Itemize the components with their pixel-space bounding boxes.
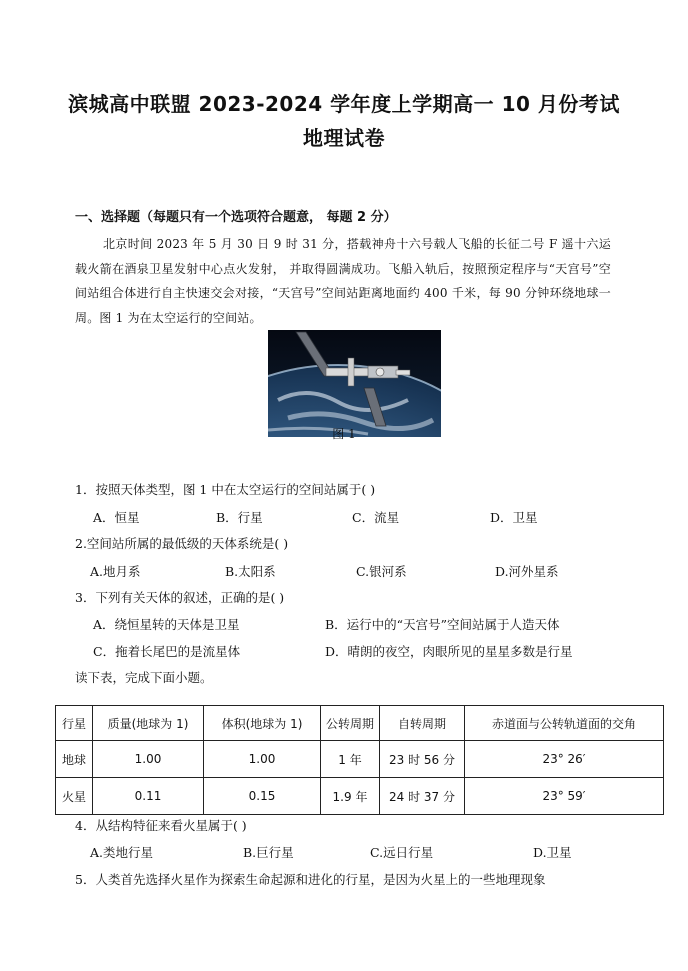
table-cell: 23 时 56 分 bbox=[380, 741, 465, 778]
table-header-cell: 行星 bbox=[56, 706, 93, 741]
table-row bbox=[56, 778, 664, 815]
table-cell: 1.9 年 bbox=[321, 778, 380, 815]
table-header-cell: 赤道面与公转轨道面的交角 bbox=[465, 706, 664, 741]
q4-option-d: D.卫星 bbox=[533, 845, 572, 860]
q3-option-a: A．绕恒星转的天体是卫星 bbox=[93, 617, 240, 632]
table-header-cell: 质量(地球为 1) bbox=[93, 706, 204, 741]
table-cell: 1 年 bbox=[321, 741, 380, 778]
question-2-stem: 2.空间站所属的最低级的天体系统是( ) bbox=[75, 536, 289, 551]
q3-option-c: C．拖着长尾巴的是流星体 bbox=[93, 644, 241, 659]
q1-option-b: B．行星 bbox=[216, 510, 263, 525]
question-4-stem: 4．从结构特征来看火星属于( ) bbox=[75, 818, 247, 833]
q2-option-b: B.太阳系 bbox=[225, 564, 276, 579]
table-header-row bbox=[56, 706, 664, 741]
q4-option-c: C.远日行星 bbox=[370, 845, 434, 860]
table-header-cell: 体积(地球为 1) bbox=[204, 706, 321, 741]
q4-option-a: A.类地行星 bbox=[90, 845, 154, 860]
question-5-stem: 5．人类首先选择火星作为探索生命起源和进化的行星，是因为火星上的一些地理现象 bbox=[75, 872, 546, 887]
table-cell: 23° 59′ bbox=[465, 778, 664, 815]
table-cell: 0.15 bbox=[204, 778, 321, 815]
q3-option-d: D．晴朗的夜空，肉眼所见的星星多数是行星 bbox=[325, 644, 573, 659]
q1-option-c: C．流星 bbox=[352, 510, 400, 525]
q2-option-c: C.银河系 bbox=[356, 564, 407, 579]
figure-caption: 图 1 bbox=[332, 427, 356, 441]
q1-option-d: D．卫星 bbox=[490, 510, 538, 525]
section-heading: 一、选择题（每题只有一个选项符合题意， 每题 2 分） bbox=[75, 210, 397, 225]
space-station-illustration bbox=[268, 330, 441, 437]
planet-data-table bbox=[55, 705, 664, 815]
question-3-stem: 3．下列有关天体的叙述，正确的是( ) bbox=[75, 590, 285, 605]
q2-option-a: A.地月系 bbox=[90, 564, 141, 579]
question-1-stem: 1．按照天体类型，图 1 中在太空运行的空间站属于( ) bbox=[75, 482, 376, 497]
q2-option-d: D.河外星系 bbox=[495, 564, 559, 579]
q4-option-b: B.巨行星 bbox=[243, 845, 294, 860]
table-cell: 火星 bbox=[56, 778, 93, 815]
table-cell: 地球 bbox=[56, 741, 93, 778]
table-header-cell: 公转周期 bbox=[321, 706, 380, 741]
space-station-photo bbox=[268, 330, 441, 437]
table-header-cell: 自转周期 bbox=[380, 706, 465, 741]
table-intro: 读下表，完成下面小题。 bbox=[75, 670, 213, 685]
table-cell: 1.00 bbox=[204, 741, 321, 778]
passage-text: 北京时间 2023 年 5 月 30 日 9 时 31 分，搭载神舟十六号载人飞船的长征二号 F 遥十六运载火箭在酒泉卫星发射中心点火发射， 并取得圆满成功。飞船入轨后，按照预定程序与“天宫号”空间站组合体进行自主快速交会对接，“天宫号”空间站距离地面约 400 千米，每 90 分钟环绕地球一周。图 1 为在太空运行的空间站。 bbox=[75, 237, 611, 325]
exam-title-line1: 滨城高中联盟 2023-2024 学年度上学期高一 10 月份考试 bbox=[68, 92, 620, 116]
table-cell: 23° 26′ bbox=[465, 741, 664, 778]
exam-title-line2: 地理试卷 bbox=[303, 126, 385, 150]
q3-option-b: B．运行中的“天宫号”空间站属于人造天体 bbox=[325, 617, 560, 632]
table-cell: 24 时 37 分 bbox=[380, 778, 465, 815]
table-cell: 0.11 bbox=[93, 778, 204, 815]
table-cell: 1.00 bbox=[93, 741, 204, 778]
q1-option-a: A．恒星 bbox=[93, 510, 140, 525]
table-row bbox=[56, 741, 664, 778]
